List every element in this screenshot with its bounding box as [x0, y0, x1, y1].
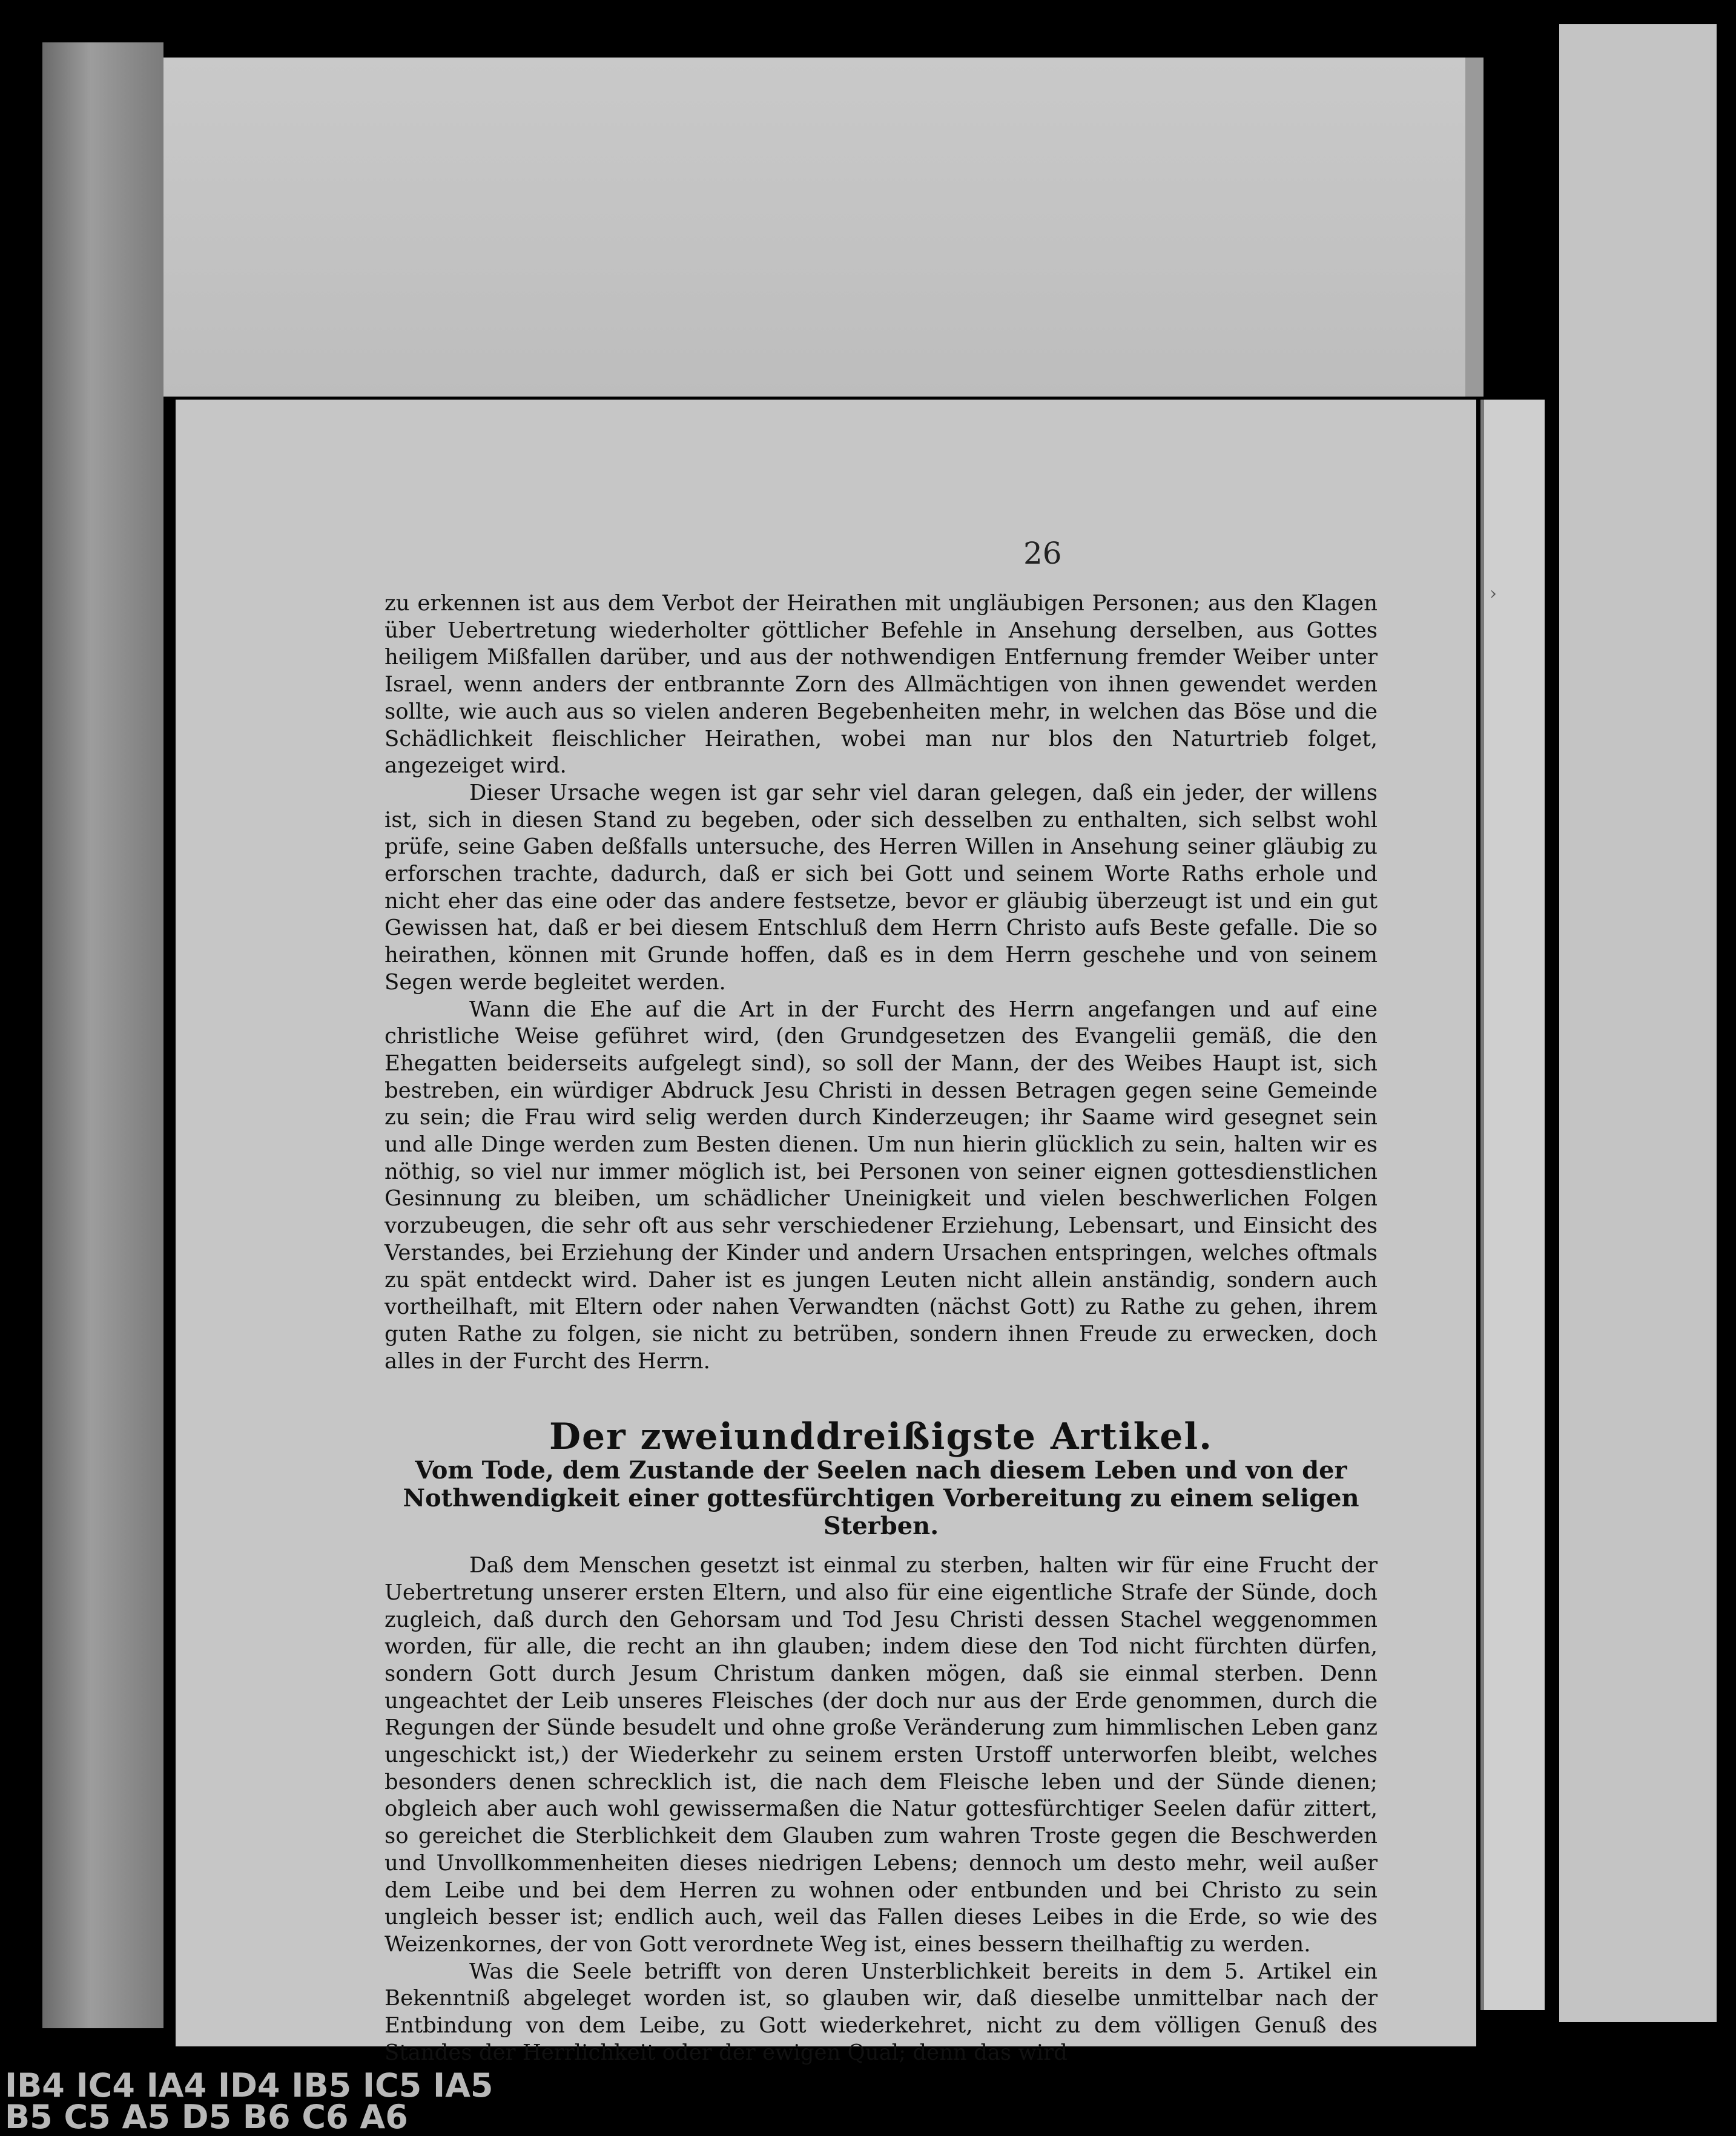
- paragraph: zu erkennen ist aus dem Verbot der Heirathen mit ungläubigen Personen; aus den Klagen über Uebertretung wiederholter göttlicher Befehle in Ansehung derselben, aus Gottes heiligem Mißfallen darüber, und aus der nothwendigen Entfernung fremder Weiber unter Israel, wenn anders der entbrannte Zorn des Allmächtigen von ihnen gewendet werden sollte, wie auch aus so vielen anderen Begebenheiten mehr, in welchen das Böse und die Schädlichkeit fleischlicher Heirathen, wobei man nur blos den Naturtrieb folget, angezeiget wird.: [384, 591, 1378, 779]
- paragraph: Wann die Ehe auf die Art in der Furcht des Herrn angefangen und auf eine christliche Weise geführet wird, (den Grundgesetzen des Evangelii gemäß, die den Ehegatten beiderseits aufgelegt sind), so soll der Mann, der des Weibes Haupt ist, sich bestreben, ein würdiger Abdruck Jesu Christi in dessen Betragen gegen seine Gemeinde zu sein; die Frau wird selig werden durch Kinderzeugen; ihr Saame wird gesegnet sein und alle Dinge werden zum Besten dienen. Um nun hierin glücklich zu sein, halten wir es nöthig, so viel nur immer möglich ist, bei Personen von seiner eignen gottesdienstlichen Gesinnung zu bleiben, um schädlicher Uneinigkeit und vielen beschwerlichen Folgen vorzubeugen, die sehr oft aus sehr verschiedener Erziehung, Lebensart, und Einsicht des Verstandes, bei Erziehung der Kinder und andern Ursachen entspringen, welches oftmals zu spät entdeckt wird. Daher ist es jungen Leuten nicht allein anständig, sondern auch vortheilhaft, mit Eltern oder nahen Verwandten (nächst Gott) zu Rathe zu gehen, ihrem guten Rathe zu folgen, sie nicht zu betrüben, sondern ihnen Freude zu erwecken, doch alles in der Furcht des Herrn.: [384, 997, 1378, 1374]
- film-frame-codes: [5, 2066, 493, 2136]
- paragraph: Was die Seele betrifft von deren Unsterblichkeit bereits in dem 5. Artikel ein Bekenntniß abgeleget worden ist, so glauben wir, daß dieselbe unmittelbar nach der Entbindung von dem Leibe, zu Gott wiederkehret, nicht zu dem völligen Genuß des Standes der Herrlichkeit oder der ewigen Qual; denn das wird: [384, 1959, 1378, 2065]
- next-page-edge: [1480, 400, 1545, 2010]
- paragraph: Dieser Ursache wegen ist gar sehr viel daran gelegen, daß ein jeder, der willens ist, sich in diesen Stand zu begeben, oder sich desselben zu enthalten, sich selbst wohl prüfe, seine Gaben deßfalls untersuche, des Herren Willen in Ansehung seiner gläubig zu erforschen trachte, dadurch, daß er sich bei Gott und seinem Worte Raths erhole und nicht eher das eine oder das andere festsetze, bevor er gläubig überzeugt ist und ein gut Gewissen hat, daß er bei diesem Entschluß dem Herrn Christo aufs Beste gefalle. Die so heirathen, können mit Grunde hoffen, daß es in dem Herrn geschehe und von seinem Segen werde begleitet werden.: [384, 780, 1378, 995]
- paragraph: Daß dem Menschen gesetzt ist einmal zu sterben, halten wir für eine Frucht der Uebertretung unserer ersten Eltern, und also für eine eigentliche Strafe der Sünde, doch zugleich, daß durch den Gehorsam und Tod Jesu Christi dessen Stachel weggenommen worden, für alle, die recht an ihn glauben; indem diese den Tod nicht fürchten dürfen, sondern Gott durch Jesum Christum danken mögen, daß sie einmal sterben. Denn ungeachtet der Leib unseres Fleisches (der doch nur aus der Erde genommen, durch die Regungen der Sünde besudelt und ohne große Veränderung zum himmlischen Leben ganz ungeschickt ist,) der Wiederkehr zu seinem ersten Urstoff unterworfen bleibt, welches besonders denen schrecklich ist, die nach dem Fleische leben und der Sünde dienen; obgleich aber auch wohl gewissermaßen die Natur gottesfürchtiger Seelen dafür zittert, so gereichet die Sterblichkeit dem Glauben zum wahren Troste gegen die Beschwerden und Unvollkommenheiten dieses niedrigen Lebens; dennoch um desto mehr, weil außer dem Leibe und bei dem Herren zu wohnen oder entbunden und bei Christo zu sein ungleich besser ist; endlich auch, weil das Fallen dieses Leibes in die Erde, so wie des Weizenkornes, der von Gott verordnete Weg ist, eines bessern theilhaftig zu werden.: [384, 1553, 1378, 1957]
- document-page: [176, 400, 1476, 2065]
- page-number: 26: [1023, 536, 1062, 571]
- article-subheading: Vom Tode, dem Zustande der Seelen nach diesem Leben und von der Nothwendigkeit einer gottesfürchtigen Vorbereitung zu einem seligen Sterben.: [403, 1456, 1359, 1541]
- page-text: [384, 590, 1378, 2066]
- film-code-line: IB4 IC4 IA4 ID4 IB5 IC5 IA5: [5, 2066, 493, 2105]
- next-page-strip: [1559, 24, 1717, 2022]
- underlying-page: [163, 58, 1477, 397]
- film-code-line: B5 C5 A5 D5 B6 C6 A6: [5, 2098, 408, 2136]
- margin-mark: ›: [1490, 583, 1497, 604]
- article-heading: Der zweiunddreißigste Artikel.: [549, 1416, 1213, 1459]
- book-edge-left: [42, 42, 163, 2028]
- underlying-page-fold: [1465, 58, 1484, 397]
